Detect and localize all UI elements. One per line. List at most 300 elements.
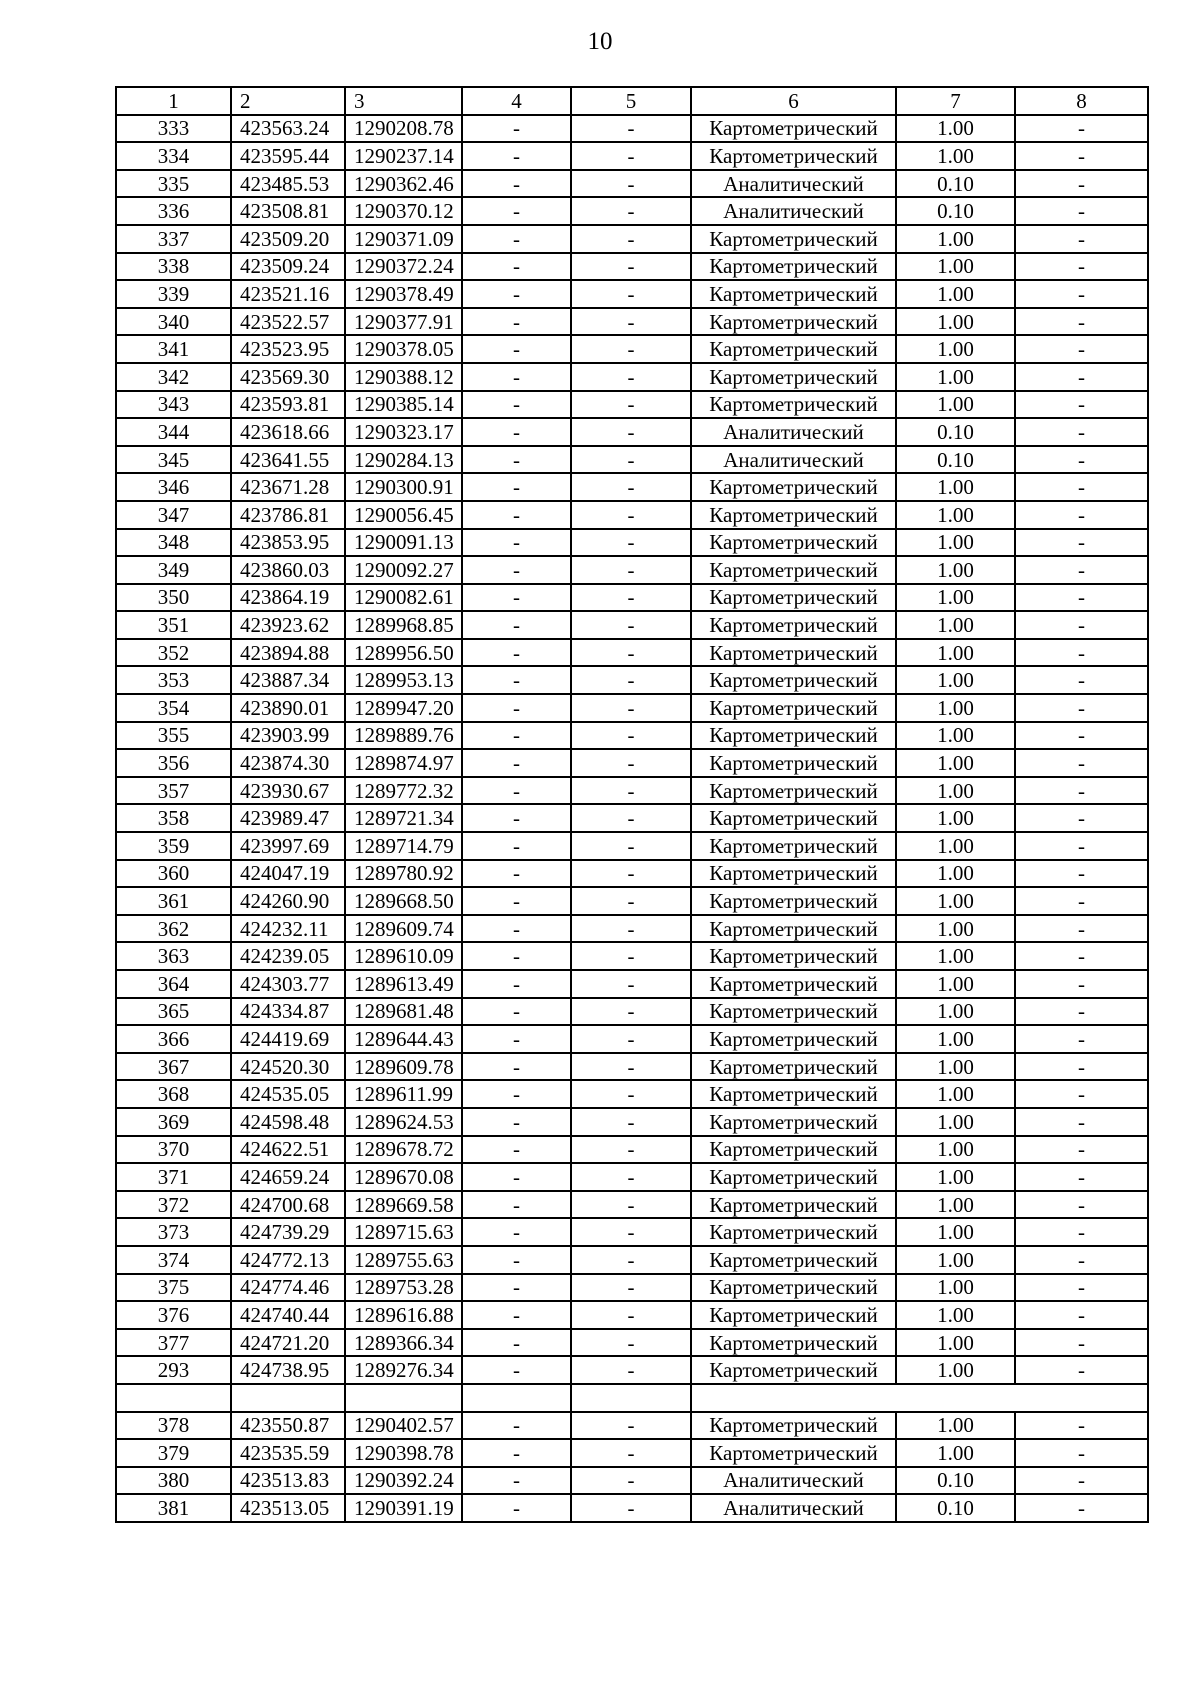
table-cell-col-1: 375: [116, 1274, 231, 1302]
table-row: [116, 418, 1148, 446]
table-cell-col-8: -: [1015, 777, 1148, 805]
coordinates-table: [115, 86, 1149, 1523]
table-cell-col-5: -: [571, 1412, 691, 1440]
table-cell-col-2: 424303.77: [231, 970, 345, 998]
table-cell-col-6: Картометрический: [691, 253, 896, 281]
table-row: [116, 722, 1148, 750]
table-cell-col-8: -: [1015, 694, 1148, 722]
table-cell-col-6: Картометрический: [691, 722, 896, 750]
table-cell-col-8: -: [1015, 1136, 1148, 1164]
table-cell-col-2: 423550.87: [231, 1412, 345, 1440]
table-cell-col-5: -: [571, 335, 691, 363]
table-cell-col-5: -: [571, 694, 691, 722]
table-cell-col-6: Картометрический: [691, 473, 896, 501]
table-cell-col-4: -: [462, 170, 571, 198]
table-cell-col-2: 423535.59: [231, 1439, 345, 1467]
table-cell-col-3: 1289644.43: [345, 1025, 462, 1053]
table-cell-col-6: Картометрический: [691, 1025, 896, 1053]
table-cell-col-5: -: [571, 611, 691, 639]
table-cell-col-4: -: [462, 473, 571, 501]
page-number: 10: [587, 28, 613, 55]
table-cell-col-6: Картометрический: [691, 639, 896, 667]
table-cell-col-2: 423786.81: [231, 501, 345, 529]
table-row: [116, 666, 1148, 694]
table-cell-col-2: 424774.46: [231, 1274, 345, 1302]
table-cell-col-4: -: [462, 1356, 571, 1384]
table-cell-col-2: 423853.95: [231, 529, 345, 557]
table-cell-col-4: -: [462, 1467, 571, 1495]
table-cell-col-8: -: [1015, 556, 1148, 584]
table-cell-col-3: 3: [345, 87, 462, 115]
table-cell-col-8: 8: [1015, 87, 1148, 115]
table-cell-col-1: 374: [116, 1246, 231, 1274]
table-cell-col-6: Картометрический: [691, 556, 896, 584]
table-cell-col-6: Картометрический: [691, 1412, 896, 1440]
table-cell-col-6: Картометрический: [691, 1191, 896, 1219]
table-cell-col-3: 1290370.12: [345, 197, 462, 225]
table-cell-col-3: 1290284.13: [345, 446, 462, 474]
table-cell-col-2: 424738.95: [231, 1356, 345, 1384]
table-cell-col-2: 423513.83: [231, 1467, 345, 1495]
table-cell-col-6: Картометрический: [691, 335, 896, 363]
table-cell-col-7: 1.00: [896, 556, 1015, 584]
table-cell-col-2: 424047.19: [231, 860, 345, 888]
table-cell-col-4: -: [462, 1108, 571, 1136]
table-cell-col-4: -: [462, 1053, 571, 1081]
table-cell-col-3: 1289611.99: [345, 1080, 462, 1108]
table-cell-col-6: Картометрический: [691, 280, 896, 308]
table-cell-col-7: 1.00: [896, 1108, 1015, 1136]
table-row: [116, 804, 1148, 832]
table-cell-col-1: 342: [116, 363, 231, 391]
table-body: [116, 87, 1148, 1522]
table-cell-col-8: -: [1015, 418, 1148, 446]
table-cell-col-8: -: [1015, 225, 1148, 253]
table-cell-col-4: -: [462, 1439, 571, 1467]
table-cell-col-1: 361: [116, 887, 231, 915]
table-cell-col-4: -: [462, 197, 571, 225]
table-cell-col-7: 0.10: [896, 446, 1015, 474]
table-cell-col-2: 423508.81: [231, 197, 345, 225]
table-cell-col-3: 1289715.63: [345, 1218, 462, 1246]
empty-cell: [462, 1384, 571, 1412]
table-cell-col-3: 1289889.76: [345, 722, 462, 750]
table-cell-col-7: 1.00: [896, 915, 1015, 943]
table-cell-col-7: 1.00: [896, 1274, 1015, 1302]
table-cell-col-4: -: [462, 501, 571, 529]
table-cell-col-8: -: [1015, 1080, 1148, 1108]
table-cell-col-3: 1290378.49: [345, 280, 462, 308]
table-row: [116, 225, 1148, 253]
table-cell-col-5: -: [571, 1329, 691, 1357]
table-cell-col-4: -: [462, 363, 571, 391]
table-row: [116, 1080, 1148, 1108]
table-cell-col-3: 1289714.79: [345, 832, 462, 860]
table-cell-col-3: 1290388.12: [345, 363, 462, 391]
table-row: [116, 749, 1148, 777]
table-cell-col-4: -: [462, 1163, 571, 1191]
table-cell-col-3: 1290237.14: [345, 142, 462, 170]
table-cell-col-1: 1: [116, 87, 231, 115]
table-cell-col-6: Картометрический: [691, 115, 896, 143]
table-cell-col-5: -: [571, 1163, 691, 1191]
table-cell-col-5: -: [571, 556, 691, 584]
table-cell-col-3: 1289613.49: [345, 970, 462, 998]
table-cell-col-3: 1289968.85: [345, 611, 462, 639]
table-cell-col-7: 1.00: [896, 308, 1015, 336]
table-cell-col-5: -: [571, 584, 691, 612]
table-cell-col-1: 348: [116, 529, 231, 557]
table-cell-col-4: -: [462, 1274, 571, 1302]
table-cell-col-1: 343: [116, 391, 231, 419]
table-cell-col-8: -: [1015, 722, 1148, 750]
table-cell-col-8: -: [1015, 473, 1148, 501]
table-cell-col-6: Картометрический: [691, 1108, 896, 1136]
table-cell-col-6: Аналитический: [691, 1494, 896, 1522]
table-row: [116, 1136, 1148, 1164]
table-row: [116, 335, 1148, 363]
table-cell-col-1: 354: [116, 694, 231, 722]
table-row: [116, 1163, 1148, 1191]
table-cell-col-7: 1.00: [896, 777, 1015, 805]
table-cell-col-7: 1.00: [896, 584, 1015, 612]
table-cell-col-1: 347: [116, 501, 231, 529]
table-cell-col-4: -: [462, 225, 571, 253]
table-cell-col-4: -: [462, 280, 571, 308]
table-cell-col-6: Картометрический: [691, 611, 896, 639]
table-row: [116, 777, 1148, 805]
table-cell-col-4: -: [462, 694, 571, 722]
table-cell-col-1: 334: [116, 142, 231, 170]
table-cell-col-2: 423989.47: [231, 804, 345, 832]
table-cell-col-6: Аналитический: [691, 418, 896, 446]
table-cell-col-4: -: [462, 970, 571, 998]
table-cell-col-5: -: [571, 998, 691, 1026]
table-cell-col-6: Картометрический: [691, 1080, 896, 1108]
table-cell-col-6: Картометрический: [691, 1356, 896, 1384]
table-cell-col-1: 340: [116, 308, 231, 336]
table-cell-col-7: 1.00: [896, 998, 1015, 1026]
table-cell-col-1: 371: [116, 1163, 231, 1191]
table-cell-col-6: Картометрический: [691, 970, 896, 998]
table-cell-col-3: 1289772.32: [345, 777, 462, 805]
table-cell-col-8: -: [1015, 253, 1148, 281]
table-cell-col-5: -: [571, 970, 691, 998]
table-cell-col-2: 424739.29: [231, 1218, 345, 1246]
table-cell-col-7: 1.00: [896, 749, 1015, 777]
table-cell-col-4: -: [462, 529, 571, 557]
table-cell-col-2: 424772.13: [231, 1246, 345, 1274]
table-cell-col-3: 1289609.78: [345, 1053, 462, 1081]
table-cell-col-4: -: [462, 666, 571, 694]
table-cell-col-5: -: [571, 1274, 691, 1302]
table-row: [116, 1494, 1148, 1522]
table-row: [116, 942, 1148, 970]
table-cell-col-1: 378: [116, 1412, 231, 1440]
table-cell-col-2: 423595.44: [231, 142, 345, 170]
table-cell-col-3: 1290300.91: [345, 473, 462, 501]
table-cell-col-2: 423997.69: [231, 832, 345, 860]
table-cell-col-6: Картометрический: [691, 694, 896, 722]
table-cell-col-2: 423874.30: [231, 749, 345, 777]
table-row: [116, 529, 1148, 557]
table-cell-col-2: 423887.34: [231, 666, 345, 694]
table-cell-col-6: Картометрический: [691, 1329, 896, 1357]
table-row: [116, 1191, 1148, 1219]
table-cell-col-3: 1289956.50: [345, 639, 462, 667]
table-cell-col-8: -: [1015, 860, 1148, 888]
table-cell-col-2: 2: [231, 87, 345, 115]
table-cell-col-8: -: [1015, 915, 1148, 943]
table-cell-col-2: 424740.44: [231, 1301, 345, 1329]
table-row: [116, 694, 1148, 722]
table-cell-col-1: 377: [116, 1329, 231, 1357]
table-cell-col-5: -: [571, 639, 691, 667]
table-cell-col-7: 1.00: [896, 887, 1015, 915]
table-cell-col-5: -: [571, 1218, 691, 1246]
table-cell-col-7: 1.00: [896, 473, 1015, 501]
table-cell-col-3: 1290082.61: [345, 584, 462, 612]
table-cell-col-3: 1290398.78: [345, 1439, 462, 1467]
table-cell-col-2: 424535.05: [231, 1080, 345, 1108]
table-row: [116, 1439, 1148, 1467]
table-cell-col-6: Аналитический: [691, 446, 896, 474]
table-cell-col-2: 423671.28: [231, 473, 345, 501]
empty-cell: [231, 1384, 345, 1412]
table-cell-col-8: -: [1015, 335, 1148, 363]
table-cell-col-2: 424622.51: [231, 1136, 345, 1164]
table-cell-col-5: -: [571, 1136, 691, 1164]
table-cell-col-6: 6: [691, 87, 896, 115]
table-row: [116, 915, 1148, 943]
table-cell-col-7: 1.00: [896, 115, 1015, 143]
table-cell-col-8: -: [1015, 501, 1148, 529]
table-row: [116, 1218, 1148, 1246]
table-cell-col-8: -: [1015, 1274, 1148, 1302]
table-cell-col-4: -: [462, 1218, 571, 1246]
table-cell-col-2: 424659.24: [231, 1163, 345, 1191]
table-cell-col-6: Картометрический: [691, 1301, 896, 1329]
table-cell-col-4: -: [462, 391, 571, 419]
empty-cell: [345, 1384, 462, 1412]
separator-row: [116, 1384, 1148, 1412]
table-cell-col-1: 365: [116, 998, 231, 1026]
table-cell-col-3: 1290392.24: [345, 1467, 462, 1495]
table-cell-col-3: 1289753.28: [345, 1274, 462, 1302]
table-cell-col-7: 0.10: [896, 197, 1015, 225]
table-cell-col-7: 1.00: [896, 1136, 1015, 1164]
table-cell-col-1: 362: [116, 915, 231, 943]
empty-cell: [571, 1384, 691, 1412]
table-cell-col-8: -: [1015, 391, 1148, 419]
table-cell-col-4: -: [462, 142, 571, 170]
table-cell-col-5: -: [571, 197, 691, 225]
table-cell-col-8: -: [1015, 115, 1148, 143]
table-cell-col-6: Картометрический: [691, 584, 896, 612]
table-cell-col-3: 1290323.17: [345, 418, 462, 446]
table-cell-col-1: 337: [116, 225, 231, 253]
table-row: [116, 1467, 1148, 1495]
table-header-row: [116, 87, 1148, 115]
table-cell-col-5: 5: [571, 87, 691, 115]
table-cell-col-8: -: [1015, 1246, 1148, 1274]
empty-cell: [691, 1384, 1148, 1412]
table-row: [116, 446, 1148, 474]
table-cell-col-7: 1.00: [896, 142, 1015, 170]
table-cell-col-5: -: [571, 1246, 691, 1274]
table-cell-col-6: Картометрический: [691, 363, 896, 391]
table-cell-col-3: 1289669.58: [345, 1191, 462, 1219]
table-cell-col-8: -: [1015, 363, 1148, 391]
table-cell-col-1: 350: [116, 584, 231, 612]
table-cell-col-8: -: [1015, 170, 1148, 198]
table-cell-col-1: 341: [116, 335, 231, 363]
table-cell-col-1: 338: [116, 253, 231, 281]
table-cell-col-8: -: [1015, 1329, 1148, 1357]
table-cell-col-7: 1.00: [896, 639, 1015, 667]
table-cell-col-2: 423522.57: [231, 308, 345, 336]
table-cell-col-5: -: [571, 115, 691, 143]
table-cell-col-1: 351: [116, 611, 231, 639]
table-cell-col-2: 423569.30: [231, 363, 345, 391]
table-cell-col-3: 1290092.27: [345, 556, 462, 584]
table-cell-col-1: 376: [116, 1301, 231, 1329]
table-row: [116, 253, 1148, 281]
table-cell-col-6: Картометрический: [691, 501, 896, 529]
table-cell-col-1: 344: [116, 418, 231, 446]
table-cell-col-2: 423860.03: [231, 556, 345, 584]
table-row: [116, 170, 1148, 198]
table-cell-col-8: -: [1015, 446, 1148, 474]
table-cell-col-2: 423563.24: [231, 115, 345, 143]
table-cell-col-6: Аналитический: [691, 170, 896, 198]
table-cell-col-8: -: [1015, 280, 1148, 308]
table-cell-col-3: 1289780.92: [345, 860, 462, 888]
table-cell-col-4: -: [462, 942, 571, 970]
table-row: [116, 1356, 1148, 1384]
table-cell-col-7: 1.00: [896, 1329, 1015, 1357]
table-cell-col-1: 363: [116, 942, 231, 970]
table-cell-col-6: Картометрический: [691, 1053, 896, 1081]
table-cell-col-5: -: [571, 446, 691, 474]
table-cell-col-5: -: [571, 418, 691, 446]
table-cell-col-2: 424260.90: [231, 887, 345, 915]
table-cell-col-7: 1.00: [896, 666, 1015, 694]
table-cell-col-1: 358: [116, 804, 231, 832]
table-cell-col-5: -: [571, 391, 691, 419]
table-cell-col-5: -: [571, 832, 691, 860]
table-cell-col-3: 1290385.14: [345, 391, 462, 419]
table-cell-col-4: -: [462, 749, 571, 777]
table-cell-col-1: 369: [116, 1108, 231, 1136]
table-cell-col-4: -: [462, 418, 571, 446]
table-cell-col-1: 360: [116, 860, 231, 888]
table-cell-col-8: -: [1015, 970, 1148, 998]
table-cell-col-5: -: [571, 915, 691, 943]
table-cell-col-4: -: [462, 915, 571, 943]
table-cell-col-7: 1.00: [896, 860, 1015, 888]
table-cell-col-2: 424700.68: [231, 1191, 345, 1219]
table-cell-col-8: -: [1015, 749, 1148, 777]
table-cell-col-3: 1290372.24: [345, 253, 462, 281]
table-row: [116, 501, 1148, 529]
table-row: [116, 142, 1148, 170]
table-cell-col-8: -: [1015, 1439, 1148, 1467]
table-cell-col-5: -: [571, 1108, 691, 1136]
table-cell-col-2: 424721.20: [231, 1329, 345, 1357]
table-cell-col-7: 1.00: [896, 253, 1015, 281]
table-cell-col-7: 1.00: [896, 1080, 1015, 1108]
table-cell-col-4: -: [462, 253, 571, 281]
table-cell-col-3: 1290208.78: [345, 115, 462, 143]
table-cell-col-6: Картометрический: [691, 1218, 896, 1246]
table-cell-col-2: 424520.30: [231, 1053, 345, 1081]
table-cell-col-8: -: [1015, 1301, 1148, 1329]
table-cell-col-8: -: [1015, 1412, 1148, 1440]
table-cell-col-7: 1.00: [896, 694, 1015, 722]
table-cell-col-8: -: [1015, 142, 1148, 170]
table-cell-col-7: 1.00: [896, 363, 1015, 391]
table-cell-col-3: 1290091.13: [345, 529, 462, 557]
table-cell-col-8: -: [1015, 942, 1148, 970]
table-cell-col-3: 1289874.97: [345, 749, 462, 777]
table-cell-col-6: Картометрический: [691, 804, 896, 832]
table-cell-col-4: -: [462, 860, 571, 888]
table-cell-col-6: Картометрический: [691, 1246, 896, 1274]
table-cell-col-8: -: [1015, 804, 1148, 832]
table-cell-col-1: 370: [116, 1136, 231, 1164]
table-cell-col-1: 355: [116, 722, 231, 750]
table-cell-col-6: Картометрический: [691, 391, 896, 419]
table-cell-col-3: 1289624.53: [345, 1108, 462, 1136]
table-row: [116, 1329, 1148, 1357]
table-cell-col-7: 1.00: [896, 391, 1015, 419]
table-row: [116, 860, 1148, 888]
table-cell-col-4: -: [462, 584, 571, 612]
table-cell-col-3: 1290362.46: [345, 170, 462, 198]
table-cell-col-4: -: [462, 887, 571, 915]
table-cell-col-2: 423641.55: [231, 446, 345, 474]
table-row: [116, 556, 1148, 584]
table-cell-col-5: -: [571, 1053, 691, 1081]
table-row: [116, 611, 1148, 639]
table-cell-col-7: 1.00: [896, 832, 1015, 860]
table-cell-col-5: -: [571, 501, 691, 529]
table-cell-col-1: 352: [116, 639, 231, 667]
table-cell-col-2: 423509.20: [231, 225, 345, 253]
table-cell-col-2: 424239.05: [231, 942, 345, 970]
table-cell-col-7: 1.00: [896, 529, 1015, 557]
table-cell-col-7: 1.00: [896, 1218, 1015, 1246]
table-cell-col-6: Картометрический: [691, 942, 896, 970]
table-cell-col-7: 1.00: [896, 335, 1015, 363]
table-cell-col-5: -: [571, 1080, 691, 1108]
table-cell-col-7: 7: [896, 87, 1015, 115]
table-cell-col-6: Картометрический: [691, 529, 896, 557]
table-cell-col-3: 1289668.50: [345, 887, 462, 915]
table-cell-col-4: -: [462, 611, 571, 639]
table-cell-col-1: 346: [116, 473, 231, 501]
table-cell-col-5: -: [571, 1494, 691, 1522]
table-cell-col-1: 293: [116, 1356, 231, 1384]
table-cell-col-8: -: [1015, 1108, 1148, 1136]
table-cell-col-5: -: [571, 860, 691, 888]
table-cell-col-5: -: [571, 363, 691, 391]
table-cell-col-6: Картометрический: [691, 887, 896, 915]
table-cell-col-2: 423509.24: [231, 253, 345, 281]
table-cell-col-8: -: [1015, 998, 1148, 1026]
table-cell-col-3: 1289610.09: [345, 942, 462, 970]
